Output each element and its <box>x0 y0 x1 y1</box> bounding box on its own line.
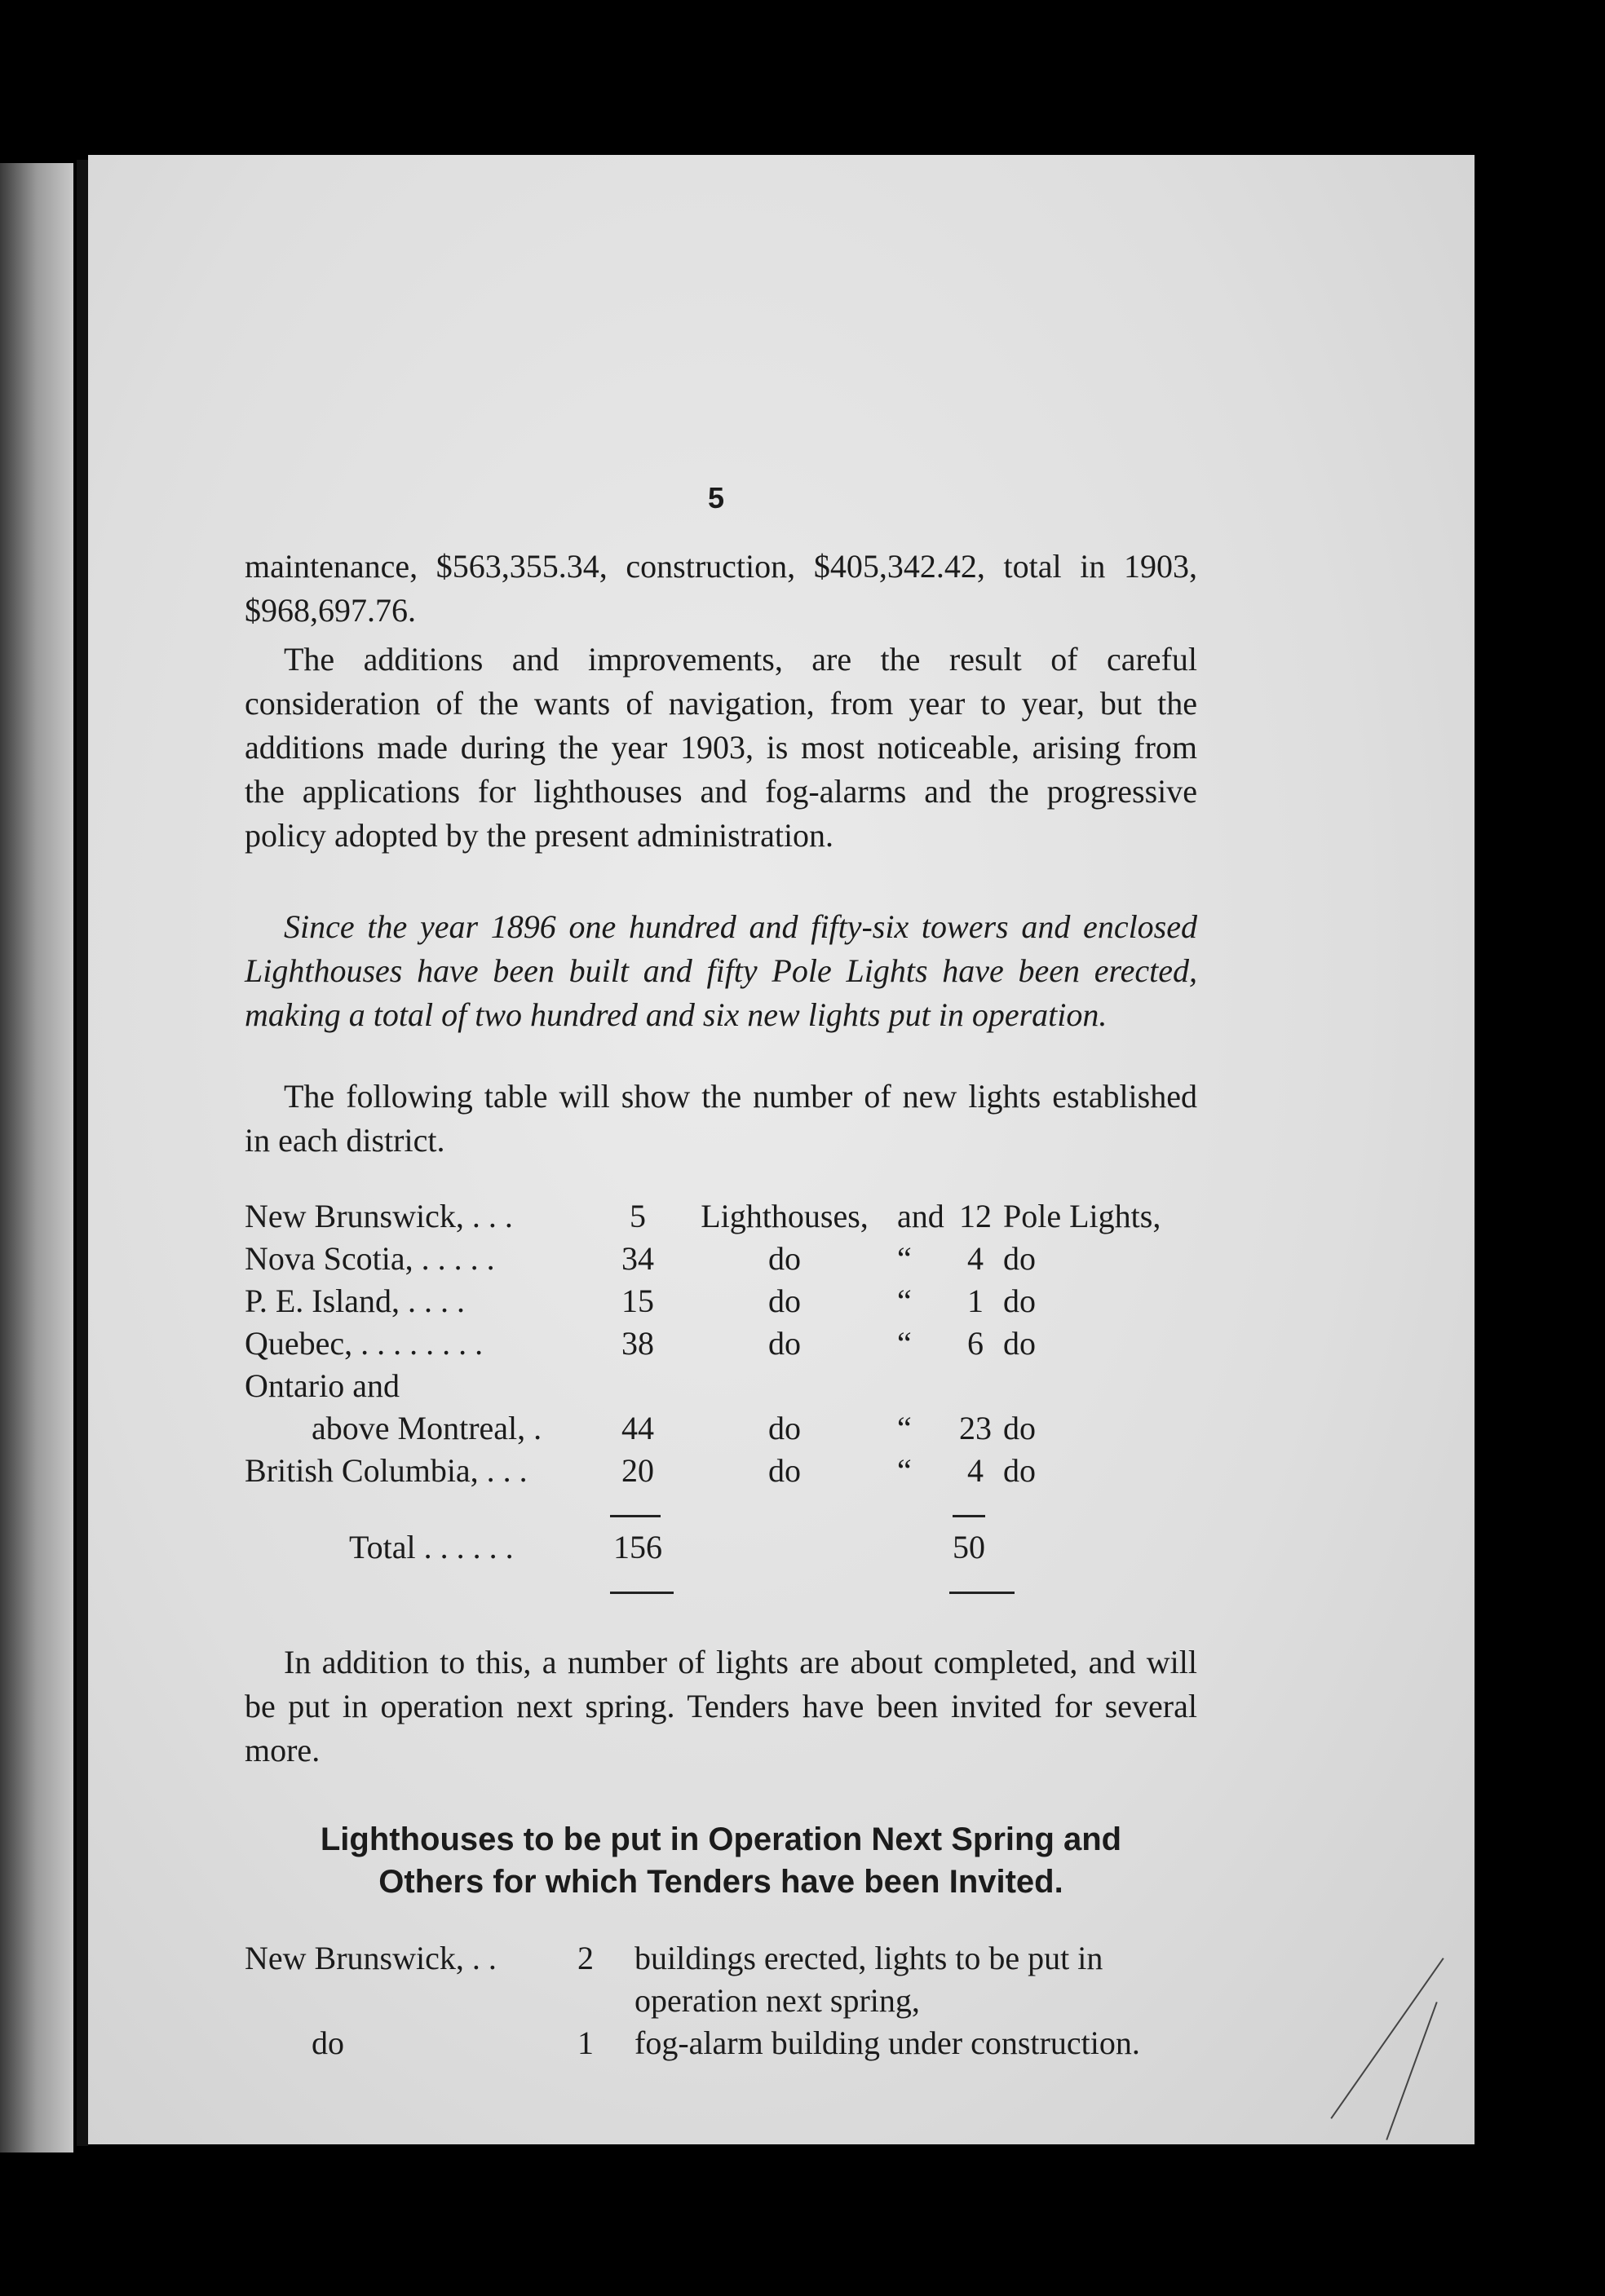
total-row <box>245 1528 1223 1570</box>
lighthouse-label: do <box>768 1325 801 1362</box>
pole-label: do <box>1003 1452 1036 1489</box>
list-item-count: 2 <box>577 1940 594 1976</box>
list-item <box>245 2022 1223 2107</box>
lighthouse-label: do <box>768 1283 801 1319</box>
table-row <box>245 1239 1223 1282</box>
list-item-description: fog-alarm building under construction. <box>634 2024 1140 2061</box>
ditto-mark: “ <box>897 1240 912 1277</box>
paragraph-since-1896: Since the year 1896 one hundred and fifty-six towers and enclosed Lighthouses have been built and fifty Pole Lights have been erected, making a total of two hundred and six new lights put in operation. <box>245 908 1197 1033</box>
heading-line-1: Lighthouses to be put in Operation Next Spring and <box>320 1821 1122 1857</box>
ditto-mark: “ <box>897 1410 912 1446</box>
pole-label: do <box>1003 1283 1036 1319</box>
paragraph-additions: The additions and improvements, are the result of careful consideration of the wants of navigation, from year to year, but the additions made during the year 1903, is most noticeable, arising from the applications for lighthouses and fog-alarms and the progressive policy adopted by the present administration. <box>245 641 1197 854</box>
pole-count: 1 <box>967 1283 984 1319</box>
district-name: British Columbia, . . . <box>245 1452 528 1489</box>
adjacent-page-edge <box>0 163 73 2152</box>
total-lighthouses: 156 <box>613 1529 662 1565</box>
list-item-name: New Brunswick, . . <box>245 1940 497 1976</box>
paragraph-addition: In addition to this, a number of lights are about completed, and will be put in operation next spring. Tenders have been invited for several more. <box>245 1644 1197 1768</box>
table-row <box>245 1324 1223 1367</box>
ditto-mark: “ <box>897 1325 912 1362</box>
pole-count: 6 <box>967 1325 984 1362</box>
table-row <box>245 1451 1223 1494</box>
pole-label: do <box>1003 1410 1036 1446</box>
pole-count: 4 <box>967 1240 984 1277</box>
lighthouse-label: do <box>768 1452 801 1489</box>
conjunction: and <box>897 1198 944 1234</box>
list-item-name: do <box>312 2024 344 2061</box>
lighthouse-label: Lighthouses, <box>701 1198 869 1234</box>
district-name: P. E. Island, . . . . <box>245 1283 465 1319</box>
district-name: New Brunswick, . . . <box>245 1198 513 1234</box>
paragraph-table-intro: The following table will show the number of new lights established in each district. <box>245 1078 1197 1159</box>
pole-count: 4 <box>967 1452 984 1489</box>
heading-line-2: Others for which Tenders have been Invited. <box>378 1864 1063 1900</box>
ditto-mark: “ <box>897 1452 912 1489</box>
list-item <box>245 1937 1223 2022</box>
lighthouse-count: 38 <box>621 1325 654 1362</box>
table-row <box>245 1367 1223 1409</box>
list-item-description: buildings erected, lights to be put in operation next spring, <box>634 1940 1103 2019</box>
lighthouse-label: do <box>768 1410 801 1446</box>
pole-label: Pole Lights, <box>1003 1198 1161 1234</box>
ditto-mark: “ <box>897 1283 912 1319</box>
subtotal-rule-lighthouses <box>610 1515 661 1517</box>
lighthouse-count: 15 <box>621 1283 654 1319</box>
subtotal-rule-poles <box>953 1515 985 1517</box>
district-name: above Montreal, . <box>312 1410 542 1446</box>
pole-label: do <box>1003 1325 1036 1362</box>
lighthouse-count: 20 <box>621 1452 654 1489</box>
district-name: Quebec, . . . . . . . . <box>245 1325 484 1362</box>
table-row <box>245 1282 1223 1324</box>
pole-count: 23 <box>959 1410 992 1446</box>
table-row <box>245 1409 1223 1451</box>
paragraph-expenditure: maintenance, $563,355.34, construction, $405,342.42, total in 1903, $968,697.76. <box>245 548 1197 629</box>
total-poles: 50 <box>953 1529 985 1565</box>
table-row <box>245 1197 1223 1239</box>
district-name: Nova Scotia, . . . . . <box>245 1240 495 1277</box>
page-number: 5 <box>708 481 725 514</box>
lighthouse-count: 5 <box>630 1198 646 1234</box>
lighthouse-count: 44 <box>621 1410 654 1446</box>
section-heading <box>245 1818 1197 1903</box>
total-rule-lighthouses <box>610 1592 674 1594</box>
district-table <box>245 1197 1223 1494</box>
pole-label: do <box>1003 1240 1036 1277</box>
total-label: Total . . . . . . <box>349 1529 514 1565</box>
district-name: Ontario and <box>245 1367 400 1404</box>
page-gutter <box>77 160 88 2146</box>
total-rule-poles <box>949 1592 1015 1594</box>
pole-count: 12 <box>959 1198 992 1234</box>
list-item-count: 1 <box>577 2024 594 2061</box>
lighthouse-count: 34 <box>621 1240 654 1277</box>
tender-list <box>245 1937 1223 2107</box>
lighthouse-label: do <box>768 1240 801 1277</box>
